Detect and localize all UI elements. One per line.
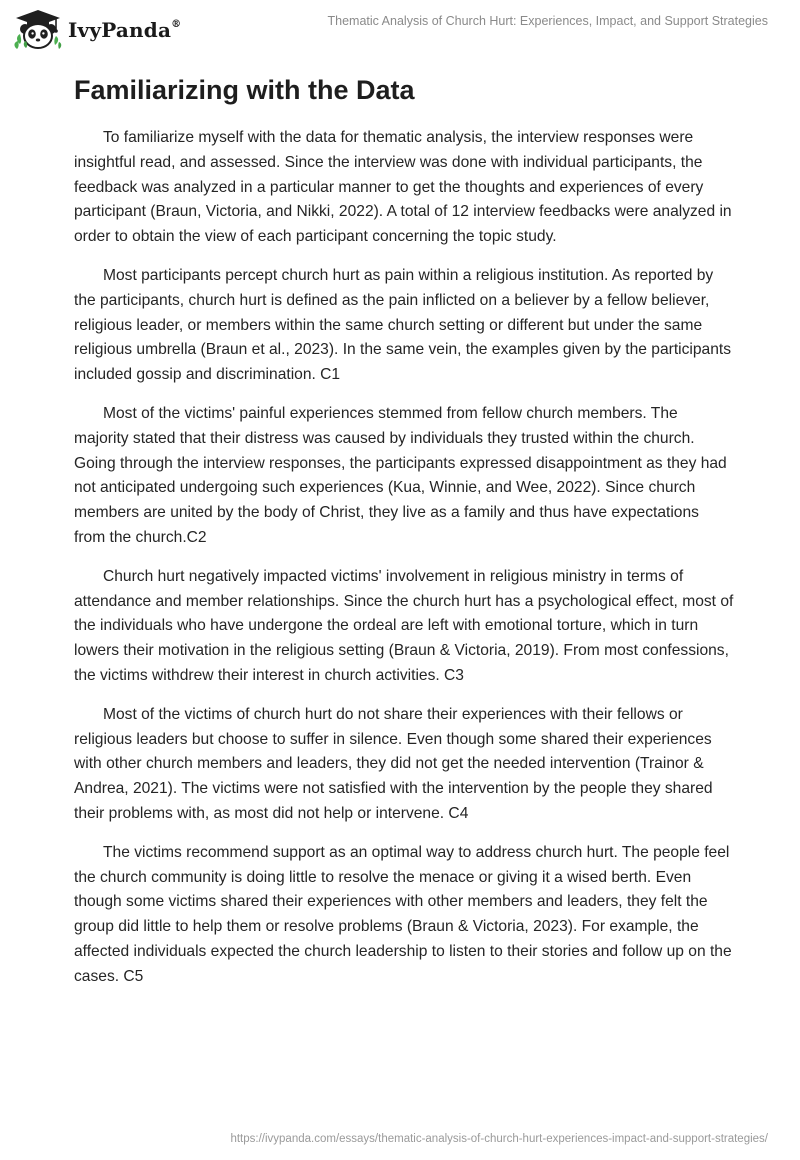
document-title: Thematic Analysis of Church Hurt: Experiences, Impact, and Support Strategies — [327, 14, 768, 28]
paragraph-6: The victims recommend support as an optimal way to address church hurt. The people feel the church community is doing little to resolve the menace or giving it a wised berth. Even though some victims shared their experiences with other members and leaders, they felt the group did little to help them or resolve problems (Braun & Victoria, 2023). For example, the affected individuals expected the church leadership to listen to their stories and follow up on the cases. C5 — [74, 843, 732, 985]
paragraph-5: Most of the victims of church hurt do not share their experiences with their fellows or religious leaders but choose to suffer in silence. Even though some shared their experiences with other church members and leaders, they did not get the needed intervention (Trainor & Andrea, 2021). The victims were not satisfied with the intervention by the people they shared their problems with, as most did not help or intervene. C4 — [74, 705, 713, 822]
brand-name-text: IvyPanda — [68, 18, 172, 42]
source-url-link[interactable]: https://ivypanda.com/essays/thematic-analysis-of-church-hurt-experiences-impact-and-support-strategies/ — [230, 1133, 768, 1145]
paragraph-2: Most participants percept church hurt as pain within a religious institution. As reported by the participants, church hurt is defined as the pain inflicted on a believer by a fellow believer, religious leader, or members within the same church setting or different but under the same religious umbrella (Braun et al., 2023). In the same vein, the examples given by the participants included gossip and discrimination. C1 — [74, 266, 732, 384]
registered-mark: ® — [171, 19, 182, 31]
section-heading: Familiarizing with the Data — [74, 75, 415, 105]
panda-graduate-icon — [12, 8, 64, 50]
page-header — [0, 0, 800, 62]
paragraph-1: To familiarize myself with the data for thematic analysis, the interview responses were insightful read, and assessed. Since the interview was done with individual participants, the feedback was analyzed in a particular manner to get the thoughts and experiences of every participant (Braun, Victoria, and Nikki, 2022). A total of 12 interview feedbacks were analyzed in order to obtain the view of each participant concerning the topic study. — [74, 129, 732, 246]
brand-name — [68, 18, 181, 42]
paragraph-4: Church hurt negatively impacted victims' involvement in religious ministry in terms of attendance and member relationships. Since the church hurt has a psychological effect, most of the individuals who have undergone the ordeal are left with emotional torture, which in turn lowers their motivation in the religious setting (Braun & Victoria, 2019). From most confessions, the victims withdrew their interest in church activities. C3 — [74, 567, 734, 684]
essay-content — [74, 72, 734, 1004]
brand-logo[interactable] — [12, 8, 181, 50]
paragraph-3: Most of the victims' painful experiences stemmed from fellow church members. The majority stated that their distress was caused by individuals they trusted within the church. Going through the interview responses, the participants expressed disappointment as they had not anticipated undergoing such experiences (Kua, Winnie, and Wee, 2022). Since church members are united by the body of Christ, they live as a family and thus have expectations from the church.C2 — [74, 404, 727, 546]
